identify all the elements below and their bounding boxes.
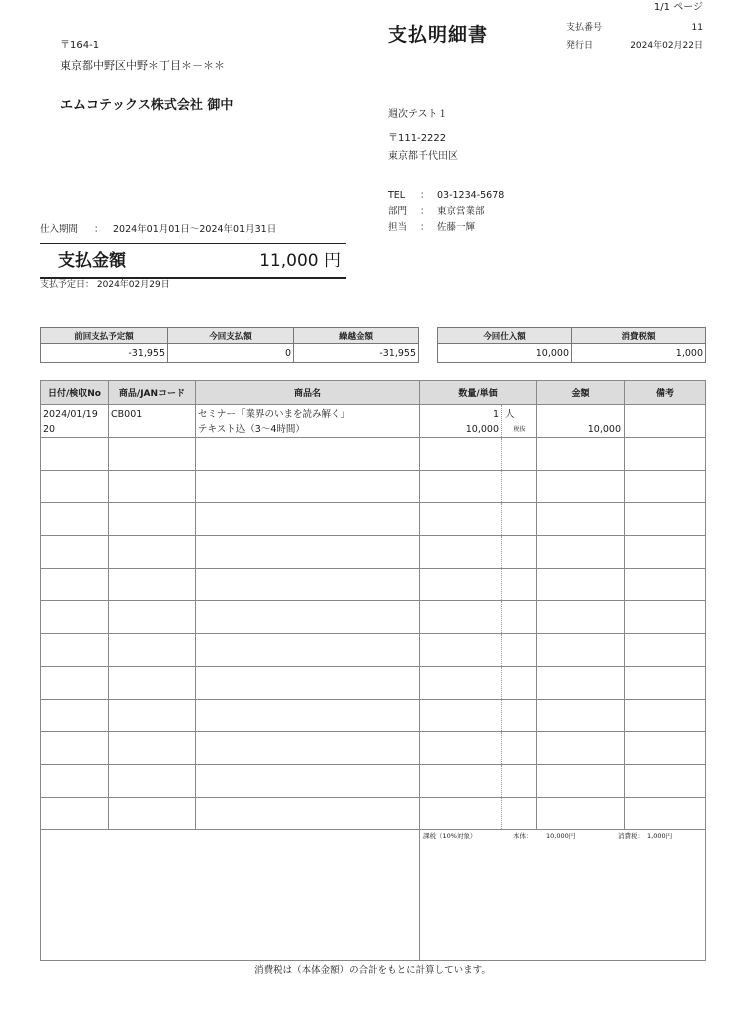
quantity-cell (420, 764, 502, 797)
tax-amount-value: 1,000円 (647, 832, 673, 841)
unit-cell (502, 732, 537, 765)
name-cell (196, 699, 420, 732)
items-header-row (41, 381, 706, 405)
table-row (41, 438, 706, 471)
note-cell (625, 797, 706, 830)
table-row (41, 699, 706, 732)
payment-amount-label: 支払金額 (58, 251, 126, 271)
issuer-name: 週次テスト１ (388, 109, 448, 120)
code-cell (109, 666, 196, 699)
staff-separator: ： (420, 222, 430, 233)
document-title: 支払明細書 (388, 24, 489, 46)
code-cell (109, 503, 196, 536)
previous-scheduled-header: 前回支払予定額 (41, 328, 168, 344)
table-row (41, 503, 706, 536)
footer-blank-cell (41, 830, 420, 961)
code-cell (109, 732, 196, 765)
date-cell (41, 732, 109, 765)
date-cell (41, 503, 109, 536)
name-cell (196, 797, 420, 830)
unit-cell (502, 470, 537, 503)
items-footer-row (41, 830, 706, 961)
payment-amount-unit: 円 (324, 251, 341, 271)
date-cell (41, 536, 109, 569)
code-cell (109, 470, 196, 503)
payment-amount-value: 11,000 (259, 251, 319, 271)
name-cell (196, 764, 420, 797)
purchase-summary-header-row (438, 328, 706, 344)
department-value: 東京営業部 (437, 206, 485, 217)
table-row (41, 764, 706, 797)
unit-cell (502, 568, 537, 601)
table-row (41, 568, 706, 601)
name-header: 商品名 (196, 381, 420, 405)
date-cell (41, 470, 109, 503)
date-cell (41, 601, 109, 634)
amount-cell (537, 666, 625, 699)
name-cell (196, 732, 420, 765)
unit-cell (502, 405, 537, 438)
note-cell (625, 764, 706, 797)
date-cell (41, 568, 109, 601)
current-payment-header: 今回支払額 (168, 328, 294, 344)
code-cell (109, 438, 196, 471)
amount-cell (537, 438, 625, 471)
quantity-cell (420, 568, 502, 601)
purchase-summary-table (437, 327, 706, 363)
date-cell (41, 438, 109, 471)
quantity-cell (420, 699, 502, 732)
table-row (41, 666, 706, 699)
tax-category: 課税（10%対象） (423, 832, 477, 841)
footer-note: 消費税は（本体金額）の合計をもとに計算しています。 (254, 965, 491, 976)
code-cell (109, 764, 196, 797)
item-unit-price: 10,000 (465, 424, 499, 435)
table-row (41, 470, 706, 503)
payment-no-label: 支払番号 (566, 23, 603, 33)
name-cell (196, 470, 420, 503)
quantity-cell (420, 438, 502, 471)
note-cell (625, 438, 706, 471)
unit-cell (502, 438, 537, 471)
name-cell (196, 634, 420, 667)
amount-cell (537, 503, 625, 536)
name-cell (196, 601, 420, 634)
date-cell (41, 699, 109, 732)
issuer-postal: 〒111-2222 (388, 133, 447, 144)
quantity-cell (420, 503, 502, 536)
item-tax-type: 税抜 (513, 426, 526, 433)
quantity-cell (420, 536, 502, 569)
tax-summary-cell (420, 830, 706, 961)
recipient-name: エムコテックス株式会社 御中 (60, 98, 234, 113)
balance-summary-table (40, 327, 419, 363)
tel-separator: ： (420, 190, 430, 201)
item-quantity: 1 (492, 409, 499, 420)
note-cell (625, 732, 706, 765)
item-code: CB001 (111, 409, 143, 420)
page-indicator: 1/1 ページ (653, 2, 703, 13)
code-cell (109, 601, 196, 634)
item-inspection-no: 20 (43, 424, 56, 435)
name-cell (196, 536, 420, 569)
payment-no-value: 11 (691, 23, 703, 33)
item-amount: 10,000 (587, 424, 622, 435)
note-cell (625, 601, 706, 634)
unit-cell (502, 634, 537, 667)
amount-cell (537, 699, 625, 732)
department-separator: ： (420, 206, 430, 217)
tax-amount-label: 消費税： (618, 832, 644, 841)
unit-cell (502, 699, 537, 732)
unit-cell (502, 601, 537, 634)
code-cell (109, 634, 196, 667)
recipient-address: 東京都中野区中野＊丁目＊－＊＊ (60, 59, 225, 72)
name-cell (196, 666, 420, 699)
amount-header: 金額 (537, 381, 625, 405)
name-cell (196, 568, 420, 601)
department-label: 部門 (388, 206, 408, 217)
amount-cell (537, 732, 625, 765)
code-cell (109, 797, 196, 830)
amount-cell (537, 405, 625, 438)
note-cell (625, 470, 706, 503)
payment-amount (259, 251, 341, 271)
table-row (41, 732, 706, 765)
amount-cell (537, 536, 625, 569)
date-cell (41, 764, 109, 797)
item-name-line1: セミナー「業界のいまを読み解く」 (198, 409, 351, 420)
unit-cell (502, 666, 537, 699)
quantity-cell (420, 405, 502, 438)
unit-cell (502, 536, 537, 569)
date-cell (41, 405, 109, 438)
period-separator: ： (94, 224, 104, 235)
table-row (41, 634, 706, 667)
unit-cell (502, 503, 537, 536)
note-cell (625, 634, 706, 667)
code-cell (109, 568, 196, 601)
unit-cell (502, 764, 537, 797)
item-date: 2024/01/19 (43, 409, 98, 420)
consumption-tax-header: 消費税額 (572, 328, 706, 344)
note-cell (625, 666, 706, 699)
tel-label: TEL (388, 190, 406, 201)
item-name-line2: テキスト込（3〜4時間） (198, 424, 305, 435)
amount-cell (537, 797, 625, 830)
due-date-value: 2024年02月29日 (96, 280, 170, 290)
date-cell (41, 666, 109, 699)
name-cell (196, 438, 420, 471)
recipient-postal: 〒164-1 (60, 40, 100, 51)
current-payment-value: 0 (168, 344, 294, 363)
staff-label: 担当 (388, 222, 408, 233)
balance-summary-value-row (41, 344, 419, 363)
code-cell (109, 536, 196, 569)
previous-scheduled-value: -31,955 (41, 344, 168, 363)
tax-summary (420, 830, 705, 959)
table-row (41, 405, 706, 438)
balance-summary-header-row (41, 328, 419, 344)
unit-cell (502, 797, 537, 830)
issuer-address: 東京都千代田区 (388, 151, 458, 162)
quantity-cell (420, 666, 502, 699)
issue-date-value: 2024年02月22日 (630, 41, 703, 51)
current-purchase-value: 10,000 (438, 344, 572, 363)
tax-base-value: 10,000円 (546, 832, 576, 841)
name-cell (196, 405, 420, 438)
note-cell (625, 405, 706, 438)
table-row (41, 797, 706, 830)
amount-cell (537, 470, 625, 503)
quantity-cell (420, 601, 502, 634)
staff-value: 佐藤一輝 (437, 222, 476, 233)
item-unit: 人 (505, 409, 515, 420)
date-header: 日付/検収No (41, 381, 109, 405)
period-label: 仕入期間 (40, 224, 79, 235)
issue-date-label: 発行日 (566, 41, 594, 51)
items-table (40, 380, 706, 961)
carryover-header: 繰越金額 (294, 328, 419, 344)
code-header: 商品/JANコード (109, 381, 196, 405)
purchase-summary-value-row (438, 344, 706, 363)
code-cell (109, 405, 196, 438)
quantity-cell (420, 470, 502, 503)
code-cell (109, 699, 196, 732)
note-cell (625, 699, 706, 732)
carryover-value: -31,955 (294, 344, 419, 363)
date-cell (41, 634, 109, 667)
note-cell (625, 568, 706, 601)
quantity-cell (420, 797, 502, 830)
amount-cell (537, 601, 625, 634)
table-row (41, 536, 706, 569)
note-cell (625, 536, 706, 569)
note-cell (625, 503, 706, 536)
tax-base-label: 本体： (513, 832, 533, 841)
qty-price-header: 数量/単価 (420, 381, 537, 405)
amount-cell (537, 764, 625, 797)
due-date-label: 支払予定日： (40, 280, 95, 290)
amount-cell (537, 634, 625, 667)
current-purchase-header: 今回仕入額 (438, 328, 572, 344)
amount-cell (537, 568, 625, 601)
consumption-tax-value: 1,000 (572, 344, 706, 363)
date-cell (41, 797, 109, 830)
period-value: 2024年01月01日～2024年01月31日 (113, 224, 277, 235)
name-cell (196, 503, 420, 536)
quantity-cell (420, 732, 502, 765)
table-row (41, 601, 706, 634)
quantity-cell (420, 634, 502, 667)
payment-amount-box (40, 243, 346, 279)
tel-value: 03-1234-5678 (437, 190, 505, 201)
note-header: 備考 (625, 381, 706, 405)
due-date (40, 280, 170, 291)
